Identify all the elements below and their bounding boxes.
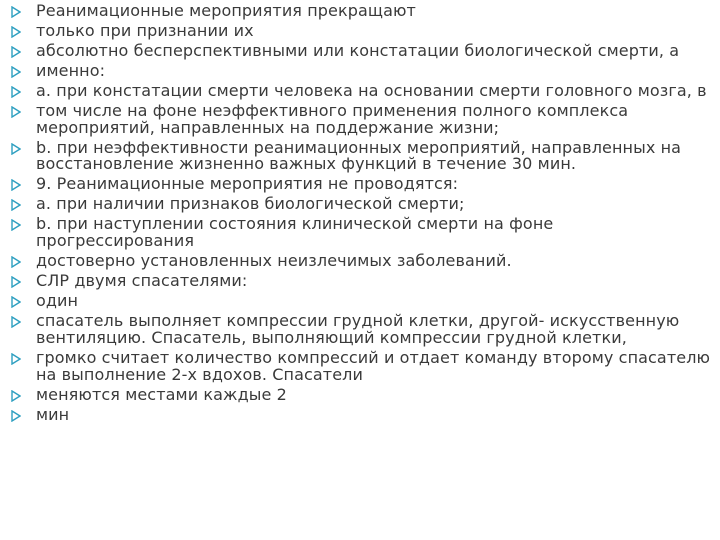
list-item — [0, 404, 720, 424]
list-item-text: громко считает количество компрессий и отдает команду второму спасателю на выполнение 2-х вдохов. Спасатели — [36, 347, 711, 384]
list-item — [0, 347, 720, 384]
list-item — [0, 216, 720, 249]
list-item-text: a. при констатации смерти человека на основании смерти головного мозга, в — [36, 81, 707, 100]
list-item — [0, 3, 720, 20]
list-item — [0, 43, 720, 60]
list-item-text: a. при наличии признаков биологической смерти; — [36, 194, 465, 214]
bullet-list — [0, 3, 720, 427]
list-item-text: только при признании их — [36, 21, 254, 40]
list-item — [0, 196, 720, 213]
list-item — [0, 313, 720, 346]
list-item-text: b. при неэффективности реанимационных мероприятий, направленных на восстановление жизненно важных функций в течение 30 мин. — [36, 137, 682, 174]
list-item-text: Реанимационные мероприятия прекращают — [36, 1, 416, 20]
list-item-text: 9. Реанимационные мероприятия не проводятся: — [36, 174, 459, 194]
list-item-text: том числе на фоне неэффективного применения полного комплекса мероприятий, направленных на поддержание жизни; — [36, 101, 629, 137]
list-item — [0, 176, 720, 193]
list-item-text: абсолютно бесперспективными или констатации биологической смерти, а — [36, 41, 680, 60]
list-item — [0, 384, 720, 404]
list-item — [0, 137, 720, 174]
list-item-text: мин — [36, 404, 70, 424]
list-item — [0, 253, 720, 270]
list-item — [0, 83, 720, 100]
list-item — [0, 273, 720, 290]
list-item-text: достоверно установленных неизлечимых заболеваний. — [36, 251, 512, 271]
list-item-text: спасатель выполняет компрессии грудной клетки, другой- искусственную вентиляцию. Спасатель, выполняющий компрессии грудной клетки, — [36, 311, 680, 347]
list-item-text: один — [36, 291, 79, 311]
list-item-text: именно: — [36, 61, 106, 80]
list-item-text: b. при наступлении состояния клинической смерти на фоне прогрессирования — [36, 214, 554, 251]
list-item — [0, 103, 720, 136]
list-item — [0, 63, 720, 80]
list-item — [0, 293, 720, 310]
list-item-text: СЛР двумя спасателями: — [36, 271, 248, 291]
list-item — [0, 23, 720, 40]
list-item-text: меняются местами каждые 2 — [36, 384, 287, 404]
